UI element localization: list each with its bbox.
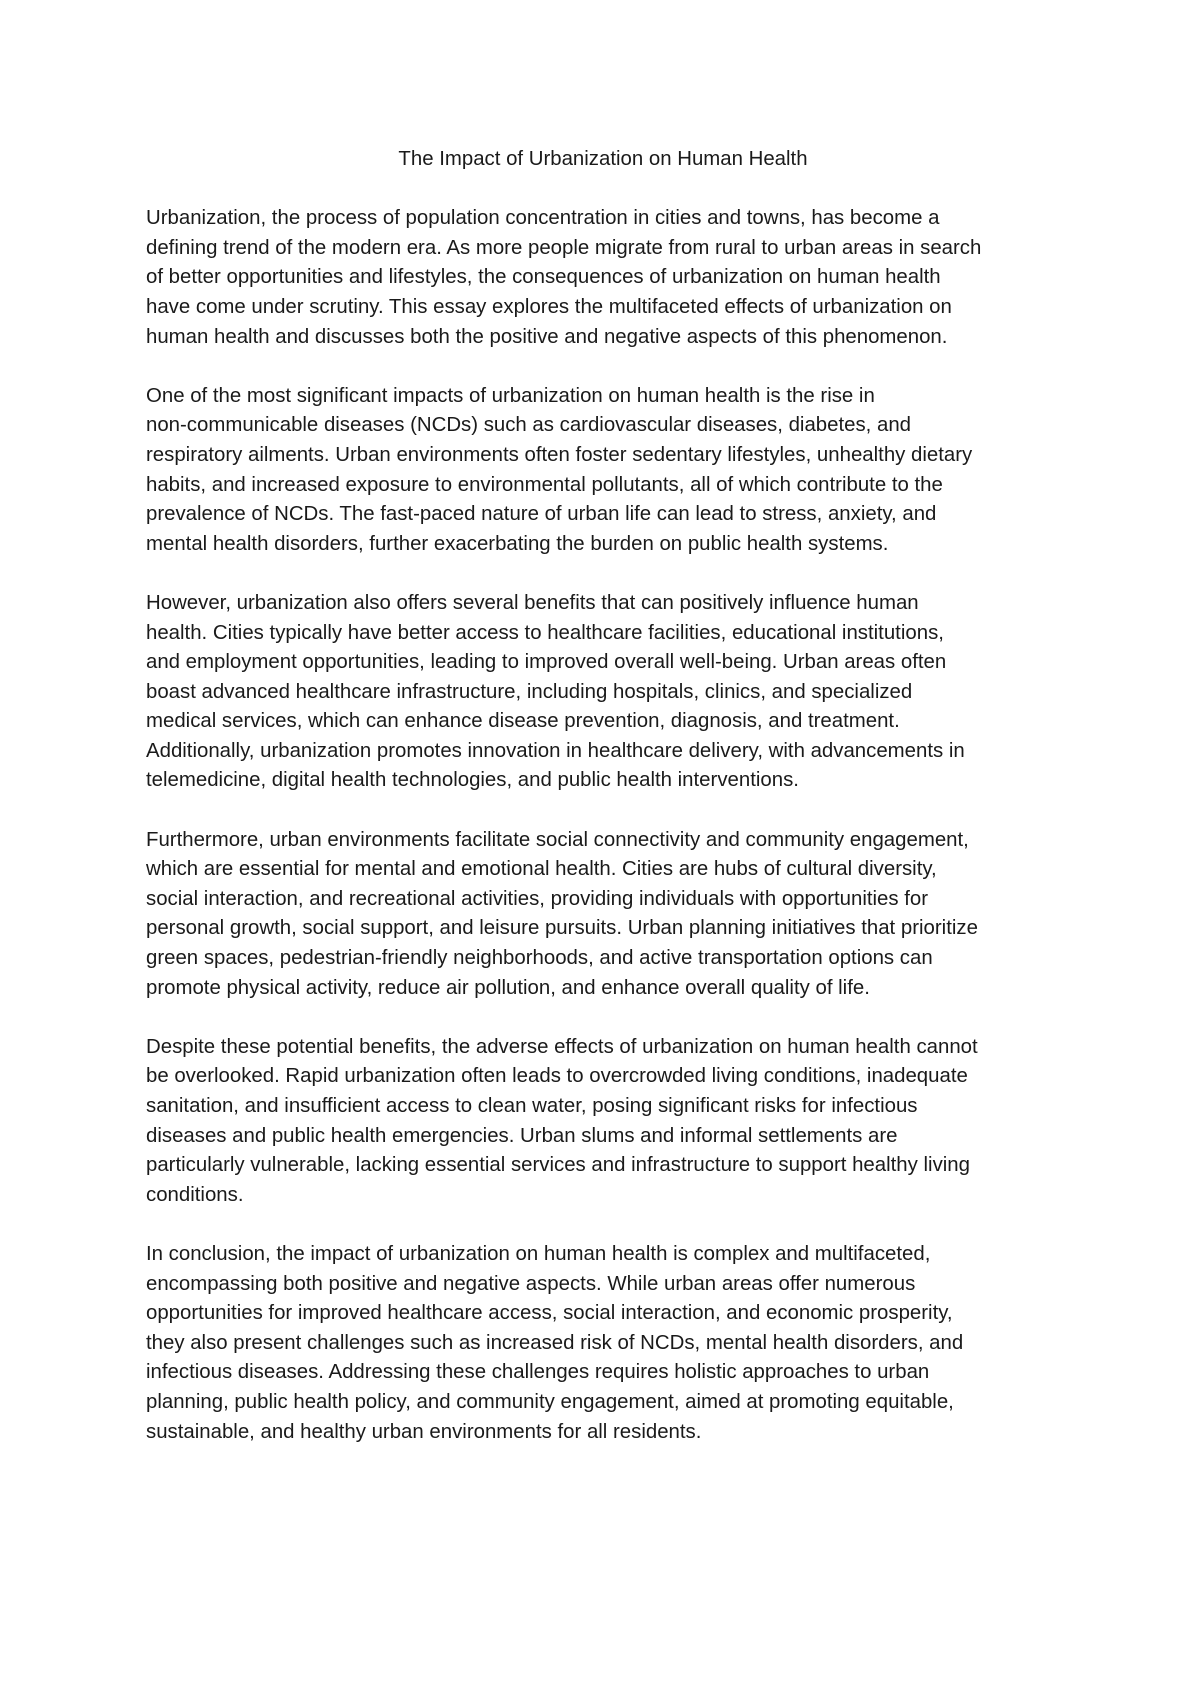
paragraph-line: habits, and increased exposure to environmental pollutants, all of which contribute to the — [146, 473, 943, 496]
paragraph-line: mental health disorders, further exacerbating the burden on public health systems. — [146, 532, 889, 555]
paragraph-line: sustainable, and healthy urban environments for all residents. — [146, 1420, 702, 1443]
paragraph-line: One of the most significant impacts of urbanization on human health is the rise in — [146, 384, 875, 407]
paragraph-line: encompassing both positive and negative aspects. While urban areas offer numerous — [146, 1272, 916, 1295]
paragraph-line: boast advanced healthcare infrastructure, including hospitals, clinics, and specialized — [146, 680, 913, 703]
paragraph-line: prevalence of NCDs. The fast-paced nature of urban life can lead to stress, anxiety, and — [146, 503, 937, 526]
paragraph-4 — [146, 826, 1060, 1004]
paragraph-line: human health and discusses both the positive and negative aspects of this phenomenon. — [146, 325, 948, 348]
paragraph-line: and employment opportunities, leading to improved overall well-being. Urban areas often — [146, 651, 947, 674]
paragraph-line: planning, public health policy, and community engagement, aimed at promoting equitable, — [146, 1390, 954, 1413]
paragraph-line: personal growth, social support, and leisure pursuits. Urban planning initiatives that prioritize — [146, 917, 978, 940]
paragraph-line: sanitation, and insufficient access to clean water, posing significant risks for infectious — [146, 1095, 918, 1117]
paragraph-line: infectious diseases. Addressing these challenges requires holistic approaches to urban — [146, 1361, 930, 1384]
paragraph-line: conditions. — [146, 1183, 244, 1206]
paragraph-line: Furthermore, urban environments facilitate social connectivity and community engagement, — [146, 828, 969, 851]
paragraph-2 — [146, 382, 1060, 560]
paragraph-line: non-communicable diseases (NCDs) such as cardiovascular diseases, diabetes, and — [146, 414, 912, 437]
paragraph-line: medical services, which can enhance disease prevention, diagnosis, and treatment. — [146, 710, 900, 733]
paragraph-line: opportunities for improved healthcare access, social interaction, and economic prosperity, — [146, 1302, 953, 1325]
paragraph-line: telemedicine, digital health technologies, and public health interventions. — [146, 769, 799, 792]
paragraph-line: health. Cities typically have better access to healthcare facilities, educational institutions, — [146, 621, 944, 644]
paragraph-line: particularly vulnerable, lacking essential services and infrastructure to support healthy living — [146, 1154, 970, 1177]
paragraph-line: defining trend of the modern era. As more people migrate from rural to urban areas in search — [146, 236, 982, 259]
paragraph-line: green spaces, pedestrian-friendly neighborhoods, and active transportation options can — [146, 947, 933, 970]
paragraph-line: Urbanization, the process of population concentration in cities and towns, has become a — [146, 207, 940, 230]
paragraph-6 — [146, 1240, 1060, 1447]
paragraph-5 — [146, 1033, 1060, 1211]
paragraph-line: have come under scrutiny. This essay explores the multifaceted effects of urbanization on — [146, 295, 952, 318]
paragraph-1 — [146, 204, 1060, 352]
paragraph-3 — [146, 589, 1060, 796]
document-title: The Impact of Urbanization on Human Health — [398, 148, 808, 170]
paragraph-line: In conclusion, the impact of urbanization on human health is complex and multifaceted, — [146, 1242, 931, 1265]
paragraph-line: be overlooked. Rapid urbanization often leads to overcrowded living conditions, inadequate — [146, 1065, 968, 1088]
paragraph-line: Despite these potential benefits, the adverse effects of urbanization on human health cannot — [146, 1035, 978, 1058]
paragraph-line: social interaction, and recreational activities, providing individuals with opportunities for — [146, 887, 929, 910]
paragraph-line: However, urbanization also offers several benefits that can positively influence human — [146, 591, 919, 614]
paragraph-line: promote physical activity, reduce air pollution, and enhance overall quality of life. — [146, 976, 870, 999]
paragraph-line: diseases and public health emergencies. Urban slums and informal settlements are — [146, 1124, 898, 1147]
paragraph-line: which are essential for mental and emotional health. Cities are hubs of cultural diversity, — [146, 858, 937, 881]
paragraph-line: they also present challenges such as increased risk of NCDs, mental health disorders, and — [146, 1331, 964, 1354]
paragraph-line: of better opportunities and lifestyles, the consequences of urbanization on human health — [146, 266, 941, 289]
document-body — [146, 204, 1060, 1447]
paragraph-line: Additionally, urbanization promotes innovation in healthcare delivery, with advancements in — [146, 739, 965, 762]
paragraph-line: respiratory ailments. Urban environments often foster sedentary lifestyles, unhealthy dietary — [146, 443, 973, 466]
